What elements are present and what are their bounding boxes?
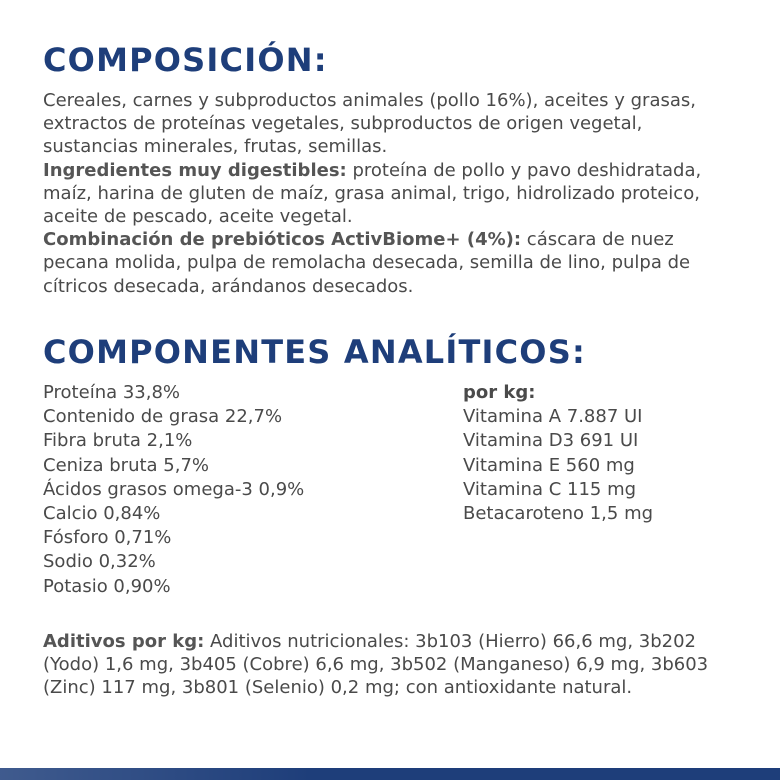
list-item: Potasio 0,90% [43,575,171,597]
composicion-intro: Cereales, carnes y subproductos animales (pollo 16%), aceites y grasas, extractos de proteínas vegetales, subproductos de origen vegetal, sustancias minerales, frutas, semillas. [43,90,696,158]
prebioticos-label: Combinación de prebióticos ActivBiome+ (4%): [43,229,522,251]
prebioticos-text: cáscara de nuez pecana molida, pulpa de remolacha desecada, semilla de lino, pulpa de cítricos desecada, arándanos desecados. [43,229,691,297]
list-item: Vitamina E 560 mg [463,454,635,476]
list-item: Fibra bruta 2,1% [43,430,193,452]
composicion-paragraph [43,89,743,298]
list-item: Ceniza bruta 5,7% [43,454,210,476]
componentes-heading: COMPONENTES ANALÍTICOS: [43,333,586,371]
aditivos-label: Aditivos por kg: [43,631,205,652]
list-item: Betacaroteno 1,5 mg [463,503,654,525]
por-kg-header: por kg: [463,382,536,403]
vitamins-list [463,381,653,526]
ingredientes-text: proteína de pollo y pavo deshidratada, maíz, harina de gluten de maíz, grasa animal, trigo, hidrolizado proteico, aceite de pescado, aceite vegetal. [43,159,702,228]
list-item: Ácidos grasos omega-3 0,9% [43,478,305,500]
list-item: Proteína 33,8% [43,382,181,403]
aditivos-paragraph [43,630,743,700]
list-item: Vitamina C 115 mg [463,478,637,500]
bottom-brand-bar [0,768,780,780]
list-item: Fósforo 0,71% [43,527,172,549]
list-item: Contenido de grasa 22,7% [43,406,283,428]
aditivos-text: Aditivos nutricionales: 3b103 (Hierro) 66,6 mg, 3b202 (Yodo) 1,6 mg, 3b405 (Cobre) 6,6 mg, 3b502 (Manganeso) 6,9 mg, 3b603 (Zinc) 117 mg, 3b801 (Selenio) 0,2 mg; con antioxidante natural. [43,631,709,699]
list-item: Vitamina A 7.887 UI [463,406,643,428]
list-item: Sodio 0,32% [43,551,156,573]
list-item: Calcio 0,84% [43,503,161,525]
analytic-components-list [43,381,304,599]
bar-gradient [0,768,780,780]
ingredientes-label: Ingredientes muy digestibles: [43,159,347,181]
composicion-heading: COMPOSICIÓN: [43,41,328,79]
list-item: Vitamina D3 691 UI [463,430,639,452]
